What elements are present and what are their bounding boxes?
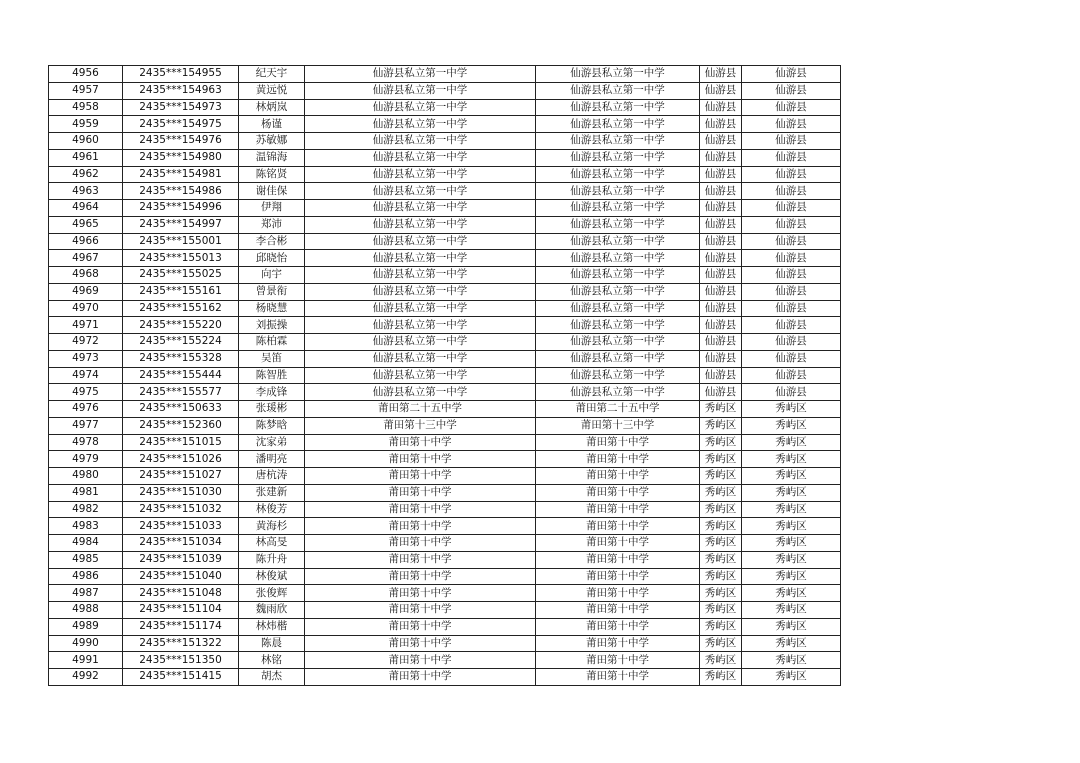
region-cell: 秀屿区: [742, 568, 841, 585]
table-row: [49, 200, 841, 217]
student-name-cell: 潘明亮: [239, 451, 305, 468]
district-cell: 秀屿区: [700, 401, 742, 418]
candidate-id-cell: 2435***155001: [123, 233, 239, 250]
district-cell: 秀屿区: [700, 568, 742, 585]
region-cell: 秀屿区: [742, 585, 841, 602]
candidate-id-cell: 2435***155328: [123, 350, 239, 367]
region-cell: 秀屿区: [742, 434, 841, 451]
student-name-cell: 林炳岚: [239, 99, 305, 116]
student-name-cell: 黄远悦: [239, 82, 305, 99]
region-cell: 秀屿区: [742, 652, 841, 669]
region-cell: 仙游县: [742, 250, 841, 267]
district-cell: 仙游县: [700, 183, 742, 200]
candidate-id-cell: 2435***150633: [123, 401, 239, 418]
region-cell: 秀屿区: [742, 635, 841, 652]
district-cell: 仙游县: [700, 116, 742, 133]
graduating-school-cell: 仙游县私立第一中学: [305, 200, 536, 217]
district-cell: 仙游县: [700, 267, 742, 284]
candidate-id-cell: 2435***154980: [123, 149, 239, 166]
student-name-cell: 张建新: [239, 484, 305, 501]
candidate-id-cell: 2435***151030: [123, 484, 239, 501]
serial-number-cell: 4965: [49, 216, 123, 233]
graduating-school-cell: 莆田第十中学: [305, 551, 536, 568]
graduating-school-cell: 仙游县私立第一中学: [305, 66, 536, 83]
table-row: [49, 283, 841, 300]
graduating-school-cell: 莆田第十三中学: [305, 417, 536, 434]
table-row: [49, 501, 841, 518]
graduating-school-cell: 莆田第十中学: [305, 535, 536, 552]
region-cell: 秀屿区: [742, 484, 841, 501]
graduating-school-cell: 莆田第十中学: [305, 501, 536, 518]
region-cell: 仙游县: [742, 166, 841, 183]
region-cell: 仙游县: [742, 183, 841, 200]
candidate-id-cell: 2435***154973: [123, 99, 239, 116]
student-name-cell: 陈升舟: [239, 551, 305, 568]
table-row: [49, 669, 841, 686]
student-name-cell: 纪天宇: [239, 66, 305, 83]
table-row: [49, 267, 841, 284]
graduating-school-cell: 莆田第十中学: [305, 451, 536, 468]
region-cell: 秀屿区: [742, 551, 841, 568]
candidate-id-cell: 2435***155013: [123, 250, 239, 267]
serial-number-cell: 4962: [49, 166, 123, 183]
admitting-school-cell: 莆田第十中学: [536, 535, 700, 552]
table-row: [49, 216, 841, 233]
district-cell: 秀屿区: [700, 585, 742, 602]
student-name-cell: 陈铭贤: [239, 166, 305, 183]
district-cell: 仙游县: [700, 166, 742, 183]
serial-number-cell: 4956: [49, 66, 123, 83]
student-name-cell: 向宇: [239, 267, 305, 284]
candidate-id-cell: 2435***155025: [123, 267, 239, 284]
serial-number-cell: 4971: [49, 317, 123, 334]
region-cell: 仙游县: [742, 317, 841, 334]
graduating-school-cell: 仙游县私立第一中学: [305, 149, 536, 166]
serial-number-cell: 4973: [49, 350, 123, 367]
district-cell: 仙游县: [700, 384, 742, 401]
candidate-id-cell: 2435***151322: [123, 635, 239, 652]
graduating-school-cell: 莆田第十中学: [305, 618, 536, 635]
table-row: [49, 618, 841, 635]
serial-number-cell: 4979: [49, 451, 123, 468]
serial-number-cell: 4961: [49, 149, 123, 166]
region-cell: 秀屿区: [742, 451, 841, 468]
candidate-id-cell: 2435***151033: [123, 518, 239, 535]
graduating-school-cell: 莆田第十中学: [305, 434, 536, 451]
table-row: [49, 434, 841, 451]
serial-number-cell: 4983: [49, 518, 123, 535]
district-cell: 仙游县: [700, 99, 742, 116]
candidate-id-cell: 2435***154975: [123, 116, 239, 133]
serial-number-cell: 4963: [49, 183, 123, 200]
admitting-school-cell: 仙游县私立第一中学: [536, 183, 700, 200]
candidate-id-cell: 2435***151026: [123, 451, 239, 468]
admitting-school-cell: 仙游县私立第一中学: [536, 166, 700, 183]
graduating-school-cell: 仙游县私立第一中学: [305, 384, 536, 401]
district-cell: 仙游县: [700, 66, 742, 83]
student-name-cell: 张俊辉: [239, 585, 305, 602]
student-name-cell: 李合彬: [239, 233, 305, 250]
region-cell: 秀屿区: [742, 501, 841, 518]
student-name-cell: 沈家弟: [239, 434, 305, 451]
district-cell: 秀屿区: [700, 451, 742, 468]
admitting-school-cell: 莆田第十中学: [536, 602, 700, 619]
candidate-id-cell: 2435***151040: [123, 568, 239, 585]
serial-number-cell: 4975: [49, 384, 123, 401]
region-cell: 仙游县: [742, 300, 841, 317]
admitting-school-cell: 莆田第十中学: [536, 434, 700, 451]
admitting-school-cell: 仙游县私立第一中学: [536, 367, 700, 384]
student-name-cell: 杨谨: [239, 116, 305, 133]
district-cell: 仙游县: [700, 149, 742, 166]
district-cell: 秀屿区: [700, 484, 742, 501]
serial-number-cell: 4978: [49, 434, 123, 451]
district-cell: 秀屿区: [700, 501, 742, 518]
region-cell: 秀屿区: [742, 468, 841, 485]
serial-number-cell: 4989: [49, 618, 123, 635]
graduating-school-cell: 仙游县私立第一中学: [305, 133, 536, 150]
admitting-school-cell: 仙游县私立第一中学: [536, 116, 700, 133]
table-row: [49, 334, 841, 351]
graduating-school-cell: 仙游县私立第一中学: [305, 283, 536, 300]
table-row: [49, 82, 841, 99]
candidate-id-cell: 2435***151015: [123, 434, 239, 451]
serial-number-cell: 4980: [49, 468, 123, 485]
graduating-school-cell: 仙游县私立第一中学: [305, 250, 536, 267]
region-cell: 仙游县: [742, 350, 841, 367]
serial-number-cell: 4967: [49, 250, 123, 267]
candidate-id-cell: 2435***154997: [123, 216, 239, 233]
district-cell: 仙游县: [700, 317, 742, 334]
graduating-school-cell: 莆田第十中学: [305, 602, 536, 619]
district-cell: 秀屿区: [700, 551, 742, 568]
district-cell: 秀屿区: [700, 618, 742, 635]
table-row: [49, 535, 841, 552]
candidate-id-cell: 2435***152360: [123, 417, 239, 434]
graduating-school-cell: 莆田第十中学: [305, 568, 536, 585]
serial-number-cell: 4986: [49, 568, 123, 585]
district-cell: 秀屿区: [700, 535, 742, 552]
student-name-cell: 林铭: [239, 652, 305, 669]
graduating-school-cell: 仙游县私立第一中学: [305, 166, 536, 183]
table-row: [49, 384, 841, 401]
serial-number-cell: 4974: [49, 367, 123, 384]
admitting-school-cell: 仙游县私立第一中学: [536, 99, 700, 116]
table-row: [49, 350, 841, 367]
candidate-id-cell: 2435***151174: [123, 618, 239, 635]
student-name-cell: 郑沛: [239, 216, 305, 233]
admitting-school-cell: 仙游县私立第一中学: [536, 283, 700, 300]
graduating-school-cell: 莆田第十中学: [305, 652, 536, 669]
candidate-id-cell: 2435***155220: [123, 317, 239, 334]
region-cell: 秀屿区: [742, 669, 841, 686]
graduating-school-cell: 仙游县私立第一中学: [305, 267, 536, 284]
table-row: [49, 652, 841, 669]
graduating-school-cell: 莆田第十中学: [305, 518, 536, 535]
admitting-school-cell: 莆田第十中学: [536, 652, 700, 669]
table-row: [49, 317, 841, 334]
student-name-cell: 陈柏霖: [239, 334, 305, 351]
region-cell: 仙游县: [742, 133, 841, 150]
candidate-id-cell: 2435***151027: [123, 468, 239, 485]
admission-table: [48, 65, 841, 686]
district-cell: 仙游县: [700, 133, 742, 150]
candidate-id-cell: 2435***154963: [123, 82, 239, 99]
region-cell: 仙游县: [742, 66, 841, 83]
graduating-school-cell: 仙游县私立第一中学: [305, 350, 536, 367]
admitting-school-cell: 莆田第十中学: [536, 669, 700, 686]
table-row: [49, 484, 841, 501]
graduating-school-cell: 仙游县私立第一中学: [305, 82, 536, 99]
district-cell: 仙游县: [700, 200, 742, 217]
district-cell: 秀屿区: [700, 652, 742, 669]
admitting-school-cell: 仙游县私立第一中学: [536, 82, 700, 99]
student-name-cell: 唐杭涛: [239, 468, 305, 485]
student-name-cell: 胡杰: [239, 669, 305, 686]
candidate-id-cell: 2435***151350: [123, 652, 239, 669]
student-name-cell: 苏敏娜: [239, 133, 305, 150]
graduating-school-cell: 仙游县私立第一中学: [305, 300, 536, 317]
student-name-cell: 魏雨欣: [239, 602, 305, 619]
student-name-cell: 陈梦晗: [239, 417, 305, 434]
serial-number-cell: 4970: [49, 300, 123, 317]
district-cell: 仙游县: [700, 367, 742, 384]
student-name-cell: 陈晨: [239, 635, 305, 652]
district-cell: 仙游县: [700, 82, 742, 99]
serial-number-cell: 4990: [49, 635, 123, 652]
graduating-school-cell: 仙游县私立第一中学: [305, 334, 536, 351]
graduating-school-cell: 仙游县私立第一中学: [305, 216, 536, 233]
graduating-school-cell: 莆田第十中学: [305, 468, 536, 485]
graduating-school-cell: 仙游县私立第一中学: [305, 317, 536, 334]
candidate-id-cell: 2435***154996: [123, 200, 239, 217]
candidate-id-cell: 2435***155162: [123, 300, 239, 317]
table-row: [49, 602, 841, 619]
student-name-cell: 林高旻: [239, 535, 305, 552]
region-cell: 秀屿区: [742, 401, 841, 418]
table-row: [49, 568, 841, 585]
student-name-cell: 吴笛: [239, 350, 305, 367]
admitting-school-cell: 仙游县私立第一中学: [536, 216, 700, 233]
table-row: [49, 367, 841, 384]
candidate-id-cell: 2435***155161: [123, 283, 239, 300]
graduating-school-cell: 仙游县私立第一中学: [305, 233, 536, 250]
student-name-cell: 李成锋: [239, 384, 305, 401]
serial-number-cell: 4985: [49, 551, 123, 568]
table-row: [49, 250, 841, 267]
graduating-school-cell: 仙游县私立第一中学: [305, 116, 536, 133]
admitting-school-cell: 莆田第十中学: [536, 568, 700, 585]
serial-number-cell: 4958: [49, 99, 123, 116]
candidate-id-cell: 2435***151034: [123, 535, 239, 552]
serial-number-cell: 4964: [49, 200, 123, 217]
region-cell: 仙游县: [742, 149, 841, 166]
admitting-school-cell: 仙游县私立第一中学: [536, 250, 700, 267]
student-name-cell: 陈智胜: [239, 367, 305, 384]
district-cell: 仙游县: [700, 334, 742, 351]
table-row: [49, 451, 841, 468]
region-cell: 仙游县: [742, 267, 841, 284]
candidate-id-cell: 2435***155577: [123, 384, 239, 401]
student-name-cell: 杨晓慧: [239, 300, 305, 317]
candidate-id-cell: 2435***151048: [123, 585, 239, 602]
serial-number-cell: 4988: [49, 602, 123, 619]
serial-number-cell: 4969: [49, 283, 123, 300]
serial-number-cell: 4991: [49, 652, 123, 669]
admitting-school-cell: 莆田第十中学: [536, 635, 700, 652]
serial-number-cell: 4984: [49, 535, 123, 552]
region-cell: 秀屿区: [742, 535, 841, 552]
table-row: [49, 166, 841, 183]
admitting-school-cell: 莆田第十中学: [536, 585, 700, 602]
serial-number-cell: 4992: [49, 669, 123, 686]
student-name-cell: 伊翔: [239, 200, 305, 217]
table-row: [49, 585, 841, 602]
serial-number-cell: 4982: [49, 501, 123, 518]
admitting-school-cell: 仙游县私立第一中学: [536, 200, 700, 217]
district-cell: 秀屿区: [700, 468, 742, 485]
student-name-cell: 曾景衔: [239, 283, 305, 300]
admitting-school-cell: 莆田第十中学: [536, 551, 700, 568]
graduating-school-cell: 莆田第二十五中学: [305, 401, 536, 418]
admitting-school-cell: 莆田第十中学: [536, 484, 700, 501]
candidate-id-cell: 2435***154976: [123, 133, 239, 150]
student-name-cell: 黄海杉: [239, 518, 305, 535]
student-name-cell: 邱晓怡: [239, 250, 305, 267]
table-row: [49, 183, 841, 200]
admitting-school-cell: 莆田第二十五中学: [536, 401, 700, 418]
table-row: [49, 401, 841, 418]
student-name-cell: 林俊芳: [239, 501, 305, 518]
table-row: [49, 233, 841, 250]
admitting-school-cell: 仙游县私立第一中学: [536, 300, 700, 317]
table-row: [49, 468, 841, 485]
student-name-cell: 张瑗彬: [239, 401, 305, 418]
table-row: [49, 149, 841, 166]
table-row: [49, 635, 841, 652]
serial-number-cell: 4968: [49, 267, 123, 284]
district-cell: 秀屿区: [700, 669, 742, 686]
admitting-school-cell: 莆田第十三中学: [536, 417, 700, 434]
admitting-school-cell: 仙游县私立第一中学: [536, 149, 700, 166]
graduating-school-cell: 仙游县私立第一中学: [305, 183, 536, 200]
admitting-school-cell: 仙游县私立第一中学: [536, 267, 700, 284]
district-cell: 秀屿区: [700, 602, 742, 619]
region-cell: 秀屿区: [742, 518, 841, 535]
serial-number-cell: 4981: [49, 484, 123, 501]
table-row: [49, 66, 841, 83]
district-cell: 仙游县: [700, 216, 742, 233]
region-cell: 仙游县: [742, 334, 841, 351]
graduating-school-cell: 莆田第十中学: [305, 484, 536, 501]
admitting-school-cell: 莆田第十中学: [536, 618, 700, 635]
serial-number-cell: 4959: [49, 116, 123, 133]
serial-number-cell: 4977: [49, 417, 123, 434]
admitting-school-cell: 莆田第十中学: [536, 501, 700, 518]
admitting-school-cell: 仙游县私立第一中学: [536, 66, 700, 83]
table-row: [49, 417, 841, 434]
region-cell: 秀屿区: [742, 618, 841, 635]
serial-number-cell: 4966: [49, 233, 123, 250]
admitting-school-cell: 仙游县私立第一中学: [536, 384, 700, 401]
table-row: [49, 518, 841, 535]
serial-number-cell: 4987: [49, 585, 123, 602]
candidate-id-cell: 2435***155444: [123, 367, 239, 384]
admitting-school-cell: 仙游县私立第一中学: [536, 133, 700, 150]
graduating-school-cell: 莆田第十中学: [305, 585, 536, 602]
candidate-id-cell: 2435***151039: [123, 551, 239, 568]
district-cell: 仙游县: [700, 233, 742, 250]
district-cell: 仙游县: [700, 283, 742, 300]
admitting-school-cell: 仙游县私立第一中学: [536, 350, 700, 367]
district-cell: 秀屿区: [700, 417, 742, 434]
table-body: [49, 66, 841, 686]
region-cell: 仙游县: [742, 200, 841, 217]
candidate-id-cell: 2435***151415: [123, 669, 239, 686]
region-cell: 仙游县: [742, 116, 841, 133]
district-cell: 秀屿区: [700, 434, 742, 451]
graduating-school-cell: 莆田第十中学: [305, 635, 536, 652]
district-cell: 仙游县: [700, 350, 742, 367]
candidate-id-cell: 2435***151104: [123, 602, 239, 619]
admitting-school-cell: 莆田第十中学: [536, 518, 700, 535]
region-cell: 仙游县: [742, 384, 841, 401]
student-name-cell: 刘振操: [239, 317, 305, 334]
district-cell: 秀屿区: [700, 518, 742, 535]
table-row: [49, 551, 841, 568]
region-cell: 仙游县: [742, 82, 841, 99]
region-cell: 秀屿区: [742, 602, 841, 619]
admitting-school-cell: 莆田第十中学: [536, 468, 700, 485]
serial-number-cell: 4972: [49, 334, 123, 351]
candidate-id-cell: 2435***154986: [123, 183, 239, 200]
region-cell: 仙游县: [742, 233, 841, 250]
serial-number-cell: 4976: [49, 401, 123, 418]
student-name-cell: 谢佳保: [239, 183, 305, 200]
student-name-cell: 温锦海: [239, 149, 305, 166]
student-name-cell: 林俊斌: [239, 568, 305, 585]
candidate-id-cell: 2435***154955: [123, 66, 239, 83]
table-row: [49, 116, 841, 133]
district-cell: 仙游县: [700, 250, 742, 267]
candidate-id-cell: 2435***151032: [123, 501, 239, 518]
candidate-id-cell: 2435***155224: [123, 334, 239, 351]
admitting-school-cell: 仙游县私立第一中学: [536, 317, 700, 334]
serial-number-cell: 4957: [49, 82, 123, 99]
admitting-school-cell: 仙游县私立第一中学: [536, 334, 700, 351]
region-cell: 仙游县: [742, 99, 841, 116]
region-cell: 仙游县: [742, 367, 841, 384]
admitting-school-cell: 仙游县私立第一中学: [536, 233, 700, 250]
graduating-school-cell: 仙游县私立第一中学: [305, 367, 536, 384]
table-row: [49, 300, 841, 317]
region-cell: 仙游县: [742, 283, 841, 300]
district-cell: 秀屿区: [700, 635, 742, 652]
table-row: [49, 99, 841, 116]
region-cell: 仙游县: [742, 216, 841, 233]
district-cell: 仙游县: [700, 300, 742, 317]
region-cell: 秀屿区: [742, 417, 841, 434]
table-row: [49, 133, 841, 150]
graduating-school-cell: 仙游县私立第一中学: [305, 99, 536, 116]
serial-number-cell: 4960: [49, 133, 123, 150]
graduating-school-cell: 莆田第十中学: [305, 669, 536, 686]
candidate-id-cell: 2435***154981: [123, 166, 239, 183]
student-name-cell: 林炜楷: [239, 618, 305, 635]
admitting-school-cell: 莆田第十中学: [536, 451, 700, 468]
